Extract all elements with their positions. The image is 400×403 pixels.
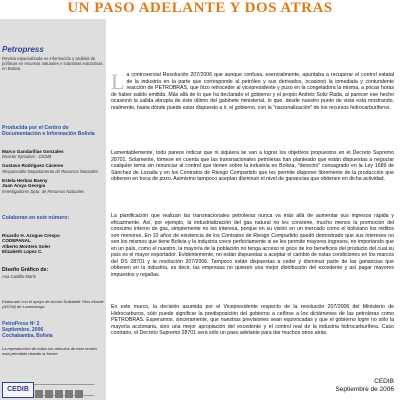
logo-mark [35,390,43,398]
staff-role: Director Ejecutivo - CEDIB [2,154,52,160]
paragraph-4-text: En este marco, la decisión asumida por el Vicepresidente respecto de la resolución 207/2006 del Ministerio de Hidrocarburos, sólo puede significar la predisposición del gobierno a ceñirse a los dictámenes de las petroleras como PETROBRAS. Esperamos, sinceramente, que nuestras previsiones sean equivocadas y que el gobierno logre no sólo la mayoría accionaria, sino una mejor apropiación del excedente y el control real de la industria hidrocarburífera. Caso contrario, el Decreto Supremo 28701 será sólo un paso adelante para dar muchos otros atrás. [111,304,394,336]
logo-mark [65,390,73,398]
paragraph-1 [111,69,394,111]
signature [335,378,394,394]
logo-mark [55,390,63,398]
paragraph-3 [111,213,394,278]
paragraph-3-text: La planificación que realizan las transnacionales petroleras nunca va más allá de aumentar sus ingresos rápida y eficazmente. Así, por ejemplo, la industrialización del gas natural no les conviene, mucho menos la promoción del consumo interno de gas, simplemente no les interesa, porque en su visión en un mercado como el boliviano los réditos son menores. En 10 años de existencia de los Contratos de Riesgo Compartido quedó demostrado que sus intereses no son los mismos que tiene Bolivia y la industria crece perfectamente si se les permite mayores ingresos, no importando que en un país, como el nuestro, la mayoría de la población no tenga acceso ni goce de los beneficios del producto del cual su país es el mayor exportador. Evidentemente, no están dispuestas a aceptar el cambio de estas condiciones en los marcos del DS 28701 y la resolución 207/2006. Tampoco están dispuestas a ceder y disminuir parte de las ganancias que obtienen en la industria, es decir, las empresas no quieren una mejor distribución del excedente y así pagar mayores impuestos y regalías. [111,213,394,278]
design-label: Diseño Gráfico de: [2,267,49,273]
brand-name: Petropress [2,45,44,54]
paragraph-2 [111,150,394,183]
support-note: Elaborado con el apoyo de Acción Solidarité Tiers Monde (ASTM) de Luxemburgo [2,299,104,309]
produced-heading: Producida por el Centro de Documentación e Información Bolivia [2,125,95,137]
staff-name: Estela Herbas Baeny [2,177,48,183]
staff-role: Responsable Departamento de Recursos Naturales [2,168,98,174]
page-title: UN PASO ADELANTE Y DOS ATRAS [67,0,333,16]
collaborators-heading: Colaboran en este número: [2,215,70,221]
paragraph-1-text: a controversial Resolución 207/2006 que aunque confusa, esencialmente, apuntaba a recuperar el control estatal de la industria en la parte que corresponde al petróleo y sus derivados, ocasionó la inmediata y contundente reacción de PETROBRAS, que hizo retroceder al vicepresidente y puso en la congeladora la misma, a pocas horas de haber salido emitida. Más allá de lo que ha declarado el gobierno y el propio Andrés Soliz Rada, al parecer ese hecho ocasionó la salida abrupta de éste último del gabinete ministerial, lo que, desde nuestro punto de vista está mostrando, realmente, hasta dónde puede estar dispuesto a ir, el gobierno, con la "nacionalización" de los recursos hidrocarburíferos. [111,72,394,111]
partner-logos [34,384,94,396]
collaborator-name: Elizabeth Lopez C. [2,249,43,255]
signature-date: Septiembre de 2006 [335,386,394,393]
collaborators-list [2,233,104,255]
publication-info [2,321,104,339]
cedib-logo: CEDIB [2,382,34,398]
paragraph-4 [111,304,394,337]
designer-name: Ana Castillo Marín [2,274,37,279]
staff-list [2,149,104,194]
collaborator-name: CODEPANAL [2,238,31,244]
staff-role: Investigadores Dpto. de Recursos Naturales [2,188,85,194]
issue-place: Cochabamba, Bolivia [2,333,53,339]
paragraph-2-text: Lamentablemente, todo parece indicar que ni siquiera se van a lograr los objetivos propuestos en el Decreto Supremo 28701. Solamente, tómese en cuenta que las transnacionales petroleras han planteado que están dispuestas a negociar cualquier tema sin renunciar al control que tienen sobre la industria en Bolivia, "derecho" consagrado en la Ley 1689 de Sánchez de Lozada y en los Contratos de Riesgo Compartido que les permite disponer libremente de la producción que obtienen en boca de pozo. Asimismo tampoco aceptan disminuir el nivel de ganancias que obtienen en dicha actividad. [111,150,394,182]
dropcap: L [111,69,125,94]
signature-org: CEDIB [374,378,394,385]
reproduction-note: La reproducción de todos los artículos de esta revista está permitida citando la fuente [2,346,97,356]
staff-name: Gustavo Rodríguez Cáceres [2,163,64,169]
staff-name: Marco Gandarillas Gonzales [2,149,64,154]
logo-mark [75,390,83,398]
issue-date: Septiembre, 2006 [2,327,44,333]
collaborator-name: Alberto Montero Soler [2,243,51,249]
staff-name: Juan Araya Georgia [2,183,46,189]
sidebar [0,19,106,400]
logo-mark [45,390,53,398]
collaborator-name: Ricardo H. Azogue Crespo [2,233,60,238]
issue-number: PetroPress Nº 2 [2,321,40,327]
magazine-description: Revista especializada en información y análisis de políticas en recursos naturales e industrias extractivas en Bolivia [2,56,103,71]
